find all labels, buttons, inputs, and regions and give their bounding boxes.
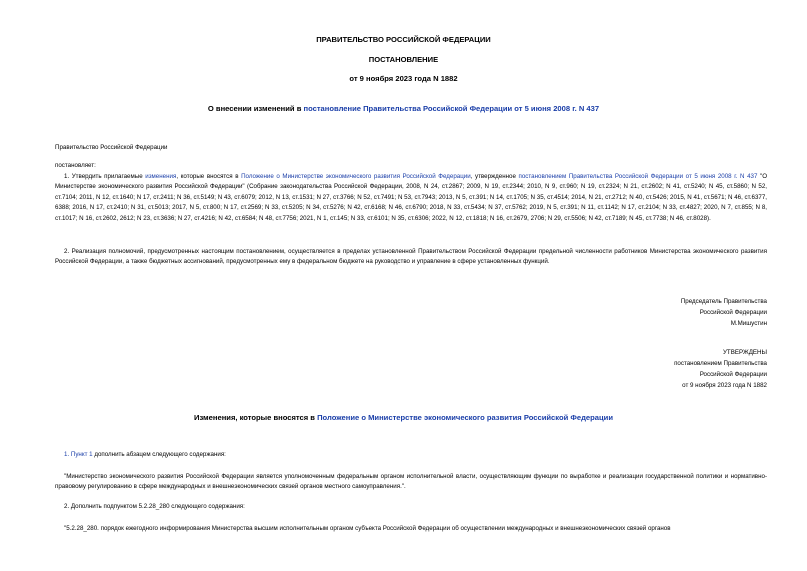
title-prefix: О внесении изменений в bbox=[207, 104, 304, 113]
signature-line2: Российской Федерации bbox=[699, 309, 767, 316]
change-2: 2. Дополнить подпунктом 5.2.28_280 следующего содержания: bbox=[64, 503, 245, 510]
section-link[interactable]: Положение о Министерстве экономического развития Российской Федерации bbox=[317, 413, 613, 422]
item-1-link-changes[interactable]: изменения bbox=[145, 173, 177, 180]
document-title bbox=[0, 104, 807, 113]
section-prefix: Изменения, которые вносятся в bbox=[194, 413, 318, 422]
item-1-text-b: , которые вносятся в bbox=[176, 173, 242, 180]
change-2-quote: "5.2.28_280. порядок ежегодного информирования Министерства высшим исполнительным органом субъекта Российской Федерации об осуществлении международных и внешнеэкономических связей органов bbox=[64, 525, 671, 532]
change-1-text: дополнить абзацем следующего содержания: bbox=[92, 451, 226, 458]
section-title bbox=[0, 413, 807, 422]
header-government: ПРАВИТЕЛЬСТВО РОССИЙСКОЙ ФЕДЕРАЦИИ bbox=[316, 35, 491, 44]
approval-line1: УТВЕРЖДЕНЫ bbox=[723, 349, 767, 356]
item-2-paragraph: 2. Реализация полномочий, предусмотренных настоящим постановлением, осуществляется в пределах установленной Правительством Российской Федерации предельной численности работников Министерства экономического развития Российской Федерации, а также бюджетных ассигнований, предусмотренных ему в федеральном бюджете на руководство и управление в сфере установленных функций. bbox=[55, 248, 767, 266]
change-1 bbox=[64, 450, 226, 460]
item-1-text-d: "О Министерстве экономического развития Российской Федерации" (Собрание законодательства Российской Федерации, 2008, N 24, ст.2867; 2009, N 19, ст.2344; 2010, N 9, ст.960; N 19, ст.2324; N 21, ст.2602; N 41, ст.5240; N 45, ст.5860; N 52, ст.7104; 2011, N 12, ст.1640; N 17, ст.2411; N 36, ст.5149; N 43, ст.6079; 2012, N 13, ст.1531; N 27, ст.3766; N 52, ст.7491; N 53, ст.7943; 2013, N 5, ст.391; N 14, ст.1705; N 35, ст.4514; 2014, N 21, ст.2712; N 40, ст.5426; 2015, N 41, ст.5671; N 46, ст.6377, 6388; 2016, N 17, ст.2410; N 31, ст.5013; 2017, N 5, ст.800; N 17, ст.2569; N 33, ст.5205; N 34, ст.5276; N 42, ст.6168; N 46, ст.6790; 2018, N 33, ст.5434; N 37, ст.5762; 2019, N 5, ст.391; N 11, ст.1142; N 17, ст.2104; N 33, ст.4827; 2020, N 7, ст.855; N 8, ст.1017; N 16, ст.2602, 2612; N 23, ст.3636; N 27, ст.4216; N 42, ст.6584; N 48, ст.7756; 2021, N 1, ст.145; N 33, ст.6101; N 35, ст.6306; 2022, N 12, ст.1818; N 16, ст.2679, 2706; N 29, ст.5506; N 42, ст.7189; N 45, ст.7738; N 46, ст.8028). bbox=[55, 173, 768, 222]
preamble-line1: Правительство Российской Федерации bbox=[55, 144, 168, 151]
preamble-line2: постановляет: bbox=[55, 162, 96, 169]
item-1-paragraph bbox=[55, 172, 767, 224]
approval-line3: Российской Федерации bbox=[699, 371, 767, 378]
item-1-link-resolution[interactable]: постановлением Правительства Российской Федерации от 5 июня 2008 г. N 437 bbox=[518, 173, 758, 180]
signature-name: М.Мишустин bbox=[730, 320, 767, 327]
item-1-text-c: , утвержденное bbox=[470, 173, 519, 180]
approval-line4: от 9 ноября 2023 года N 1882 bbox=[682, 382, 767, 389]
header-date-number: от 9 ноября 2023 года N 1882 bbox=[349, 74, 458, 83]
item-1-text-a: 1. Утвердить прилагаемые bbox=[64, 173, 146, 180]
change-1-link[interactable]: 1. Пункт 1 bbox=[64, 451, 93, 458]
header-doc-type: ПОСТАНОВЛЕНИЕ bbox=[368, 55, 439, 64]
title-link[interactable]: постановление Правительства Российской Федерации от 5 июня 2008 г. N 437 bbox=[303, 104, 600, 113]
approval-line2: постановлением Правительства bbox=[674, 360, 767, 367]
item-1-link-regulation[interactable]: Положение о Министерстве экономического развития Российской Федерации bbox=[241, 173, 471, 180]
signature-line1: Председатель Правительства bbox=[680, 298, 767, 305]
change-1-quote: "Министерство экономического развития Российской Федерации является уполномоченным федеральным органом исполнительной власти, осуществляющим функции по выработке и реализации государственной политики и нормативно-правовому регулированию в сфере международных и внешнеэкономических связей органов местного самоуправления.". bbox=[55, 473, 767, 491]
